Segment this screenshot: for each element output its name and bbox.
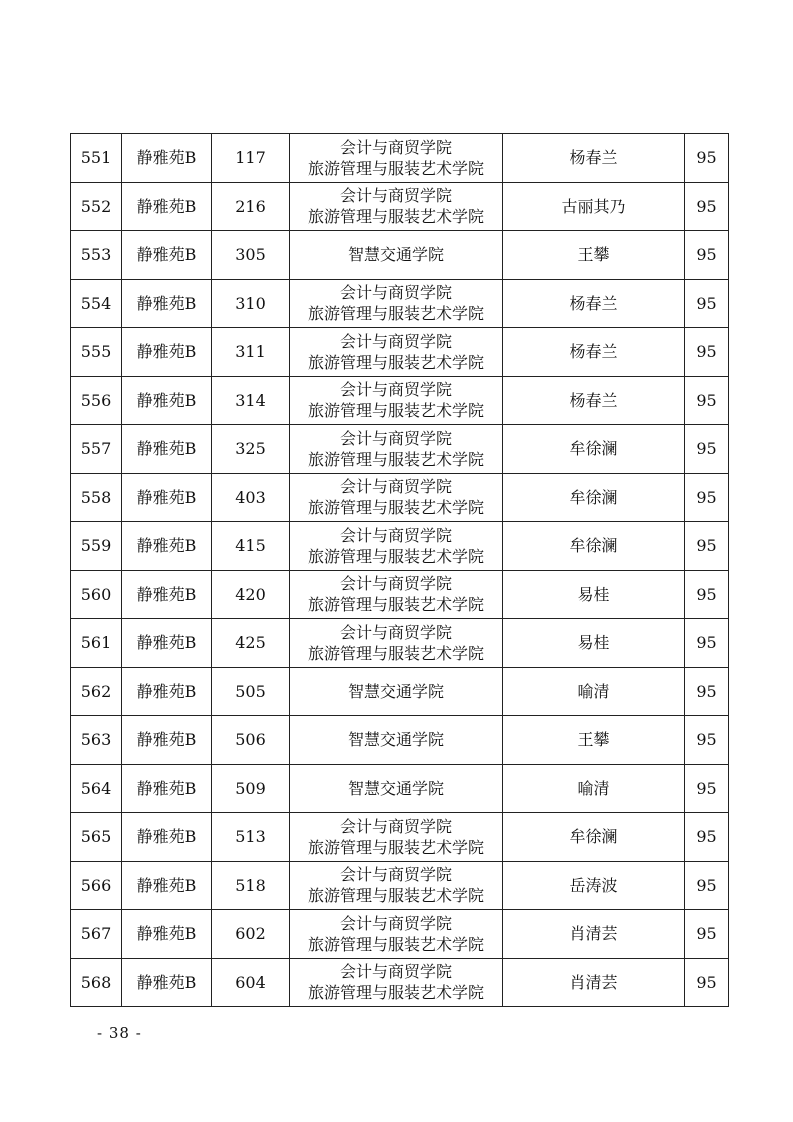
room-cell: 506 bbox=[212, 716, 290, 765]
teacher-cell: 杨春兰 bbox=[503, 134, 685, 183]
college-name: 旅游管理与服装艺术学院 bbox=[307, 595, 484, 615]
table-row bbox=[71, 376, 729, 425]
building-cell: 静雅苑B bbox=[122, 376, 212, 425]
college-name: 会计与商贸学院 bbox=[339, 283, 452, 303]
score-cell: 95 bbox=[685, 910, 729, 959]
row-number-cell: 565 bbox=[71, 813, 122, 862]
table-row bbox=[71, 425, 729, 474]
college-name: 旅游管理与服装艺术学院 bbox=[307, 934, 484, 954]
room-cell: 420 bbox=[212, 570, 290, 619]
college-name: 会计与商贸学院 bbox=[339, 477, 452, 497]
room-cell: 509 bbox=[212, 764, 290, 813]
table-row bbox=[71, 231, 729, 280]
college-cell bbox=[290, 764, 503, 813]
college-cell bbox=[290, 279, 503, 328]
college-cell bbox=[290, 667, 503, 716]
row-number-cell: 561 bbox=[71, 619, 122, 668]
building-cell: 静雅苑B bbox=[122, 522, 212, 571]
building-cell: 静雅苑B bbox=[122, 231, 212, 280]
college-name: 智慧交通学院 bbox=[347, 730, 444, 750]
score-cell: 95 bbox=[685, 182, 729, 231]
college-name: 旅游管理与服装艺术学院 bbox=[307, 983, 484, 1003]
building-cell: 静雅苑B bbox=[122, 716, 212, 765]
row-number-cell: 560 bbox=[71, 570, 122, 619]
room-cell: 518 bbox=[212, 861, 290, 910]
college-name: 会计与商贸学院 bbox=[339, 380, 452, 400]
table-row bbox=[71, 910, 729, 959]
row-number-cell: 562 bbox=[71, 667, 122, 716]
score-cell: 95 bbox=[685, 231, 729, 280]
row-number-cell: 553 bbox=[71, 231, 122, 280]
college-name: 旅游管理与服装艺术学院 bbox=[307, 304, 484, 324]
college-cell bbox=[290, 376, 503, 425]
room-cell: 305 bbox=[212, 231, 290, 280]
teacher-cell: 王攀 bbox=[503, 716, 685, 765]
college-name: 智慧交通学院 bbox=[347, 245, 444, 265]
teacher-cell: 牟徐澜 bbox=[503, 522, 685, 571]
room-cell: 505 bbox=[212, 667, 290, 716]
building-cell: 静雅苑B bbox=[122, 619, 212, 668]
table-row bbox=[71, 958, 729, 1007]
row-number-cell: 563 bbox=[71, 716, 122, 765]
building-cell: 静雅苑B bbox=[122, 910, 212, 959]
building-cell: 静雅苑B bbox=[122, 473, 212, 522]
row-number-cell: 557 bbox=[71, 425, 122, 474]
table-body bbox=[71, 134, 729, 1007]
college-name: 智慧交通学院 bbox=[347, 681, 444, 701]
college-name: 旅游管理与服装艺术学院 bbox=[307, 546, 484, 566]
teacher-cell: 岳涛波 bbox=[503, 861, 685, 910]
college-cell bbox=[290, 522, 503, 571]
building-cell: 静雅苑B bbox=[122, 425, 212, 474]
room-cell: 117 bbox=[212, 134, 290, 183]
college-name: 会计与商贸学院 bbox=[339, 525, 452, 545]
score-cell: 95 bbox=[685, 716, 729, 765]
table-row bbox=[71, 570, 729, 619]
room-cell: 403 bbox=[212, 473, 290, 522]
teacher-cell: 易桂 bbox=[503, 570, 685, 619]
teacher-cell: 杨春兰 bbox=[503, 376, 685, 425]
college-name: 会计与商贸学院 bbox=[339, 428, 452, 448]
college-name: 旅游管理与服装艺术学院 bbox=[307, 158, 484, 178]
row-number-cell: 568 bbox=[71, 958, 122, 1007]
table-row bbox=[71, 619, 729, 668]
college-cell bbox=[290, 425, 503, 474]
table-row bbox=[71, 522, 729, 571]
building-cell: 静雅苑B bbox=[122, 958, 212, 1007]
college-cell bbox=[290, 958, 503, 1007]
building-cell: 静雅苑B bbox=[122, 134, 212, 183]
table-row bbox=[71, 134, 729, 183]
college-name: 会计与商贸学院 bbox=[339, 962, 452, 982]
college-name: 旅游管理与服装艺术学院 bbox=[307, 207, 484, 227]
score-cell: 95 bbox=[685, 813, 729, 862]
college-name: 会计与商贸学院 bbox=[339, 137, 452, 157]
room-cell: 310 bbox=[212, 279, 290, 328]
college-name: 会计与商贸学院 bbox=[339, 865, 452, 885]
room-cell: 602 bbox=[212, 910, 290, 959]
dorm-score-table bbox=[70, 133, 729, 1007]
college-cell bbox=[290, 182, 503, 231]
college-name: 会计与商贸学院 bbox=[339, 816, 452, 836]
score-cell: 95 bbox=[685, 861, 729, 910]
row-number-cell: 555 bbox=[71, 328, 122, 377]
score-cell: 95 bbox=[685, 134, 729, 183]
row-number-cell: 558 bbox=[71, 473, 122, 522]
room-cell: 325 bbox=[212, 425, 290, 474]
college-cell bbox=[290, 231, 503, 280]
building-cell: 静雅苑B bbox=[122, 328, 212, 377]
score-cell: 95 bbox=[685, 473, 729, 522]
college-cell bbox=[290, 910, 503, 959]
teacher-cell: 肖清芸 bbox=[503, 958, 685, 1007]
room-cell: 513 bbox=[212, 813, 290, 862]
score-cell: 95 bbox=[685, 958, 729, 1007]
row-number-cell: 554 bbox=[71, 279, 122, 328]
score-cell: 95 bbox=[685, 425, 729, 474]
score-cell: 95 bbox=[685, 522, 729, 571]
teacher-cell: 牟徐澜 bbox=[503, 813, 685, 862]
college-cell bbox=[290, 570, 503, 619]
college-name: 旅游管理与服装艺术学院 bbox=[307, 837, 484, 857]
score-cell: 95 bbox=[685, 328, 729, 377]
room-cell: 425 bbox=[212, 619, 290, 668]
college-cell bbox=[290, 861, 503, 910]
table-row bbox=[71, 328, 729, 377]
teacher-cell: 易桂 bbox=[503, 619, 685, 668]
table-row bbox=[71, 279, 729, 328]
table-row bbox=[71, 813, 729, 862]
score-cell: 95 bbox=[685, 376, 729, 425]
table-row bbox=[71, 667, 729, 716]
college-name: 旅游管理与服装艺术学院 bbox=[307, 449, 484, 469]
college-name: 智慧交通学院 bbox=[347, 778, 444, 798]
college-name: 旅游管理与服装艺术学院 bbox=[307, 886, 484, 906]
building-cell: 静雅苑B bbox=[122, 813, 212, 862]
building-cell: 静雅苑B bbox=[122, 861, 212, 910]
teacher-cell: 杨春兰 bbox=[503, 328, 685, 377]
score-cell: 95 bbox=[685, 570, 729, 619]
building-cell: 静雅苑B bbox=[122, 667, 212, 716]
score-cell: 95 bbox=[685, 619, 729, 668]
building-cell: 静雅苑B bbox=[122, 570, 212, 619]
college-cell bbox=[290, 328, 503, 377]
page-number: - 38 - bbox=[97, 1024, 142, 1042]
table-row bbox=[71, 473, 729, 522]
table-row bbox=[71, 764, 729, 813]
score-cell: 95 bbox=[685, 667, 729, 716]
teacher-cell: 喻清 bbox=[503, 764, 685, 813]
teacher-cell: 牟徐澜 bbox=[503, 473, 685, 522]
college-cell bbox=[290, 473, 503, 522]
building-cell: 静雅苑B bbox=[122, 182, 212, 231]
room-cell: 415 bbox=[212, 522, 290, 571]
table-row bbox=[71, 716, 729, 765]
college-cell bbox=[290, 716, 503, 765]
row-number-cell: 567 bbox=[71, 910, 122, 959]
teacher-cell: 杨春兰 bbox=[503, 279, 685, 328]
building-cell: 静雅苑B bbox=[122, 764, 212, 813]
row-number-cell: 551 bbox=[71, 134, 122, 183]
room-cell: 216 bbox=[212, 182, 290, 231]
teacher-cell: 肖清芸 bbox=[503, 910, 685, 959]
college-name: 会计与商贸学院 bbox=[339, 186, 452, 206]
score-cell: 95 bbox=[685, 279, 729, 328]
row-number-cell: 552 bbox=[71, 182, 122, 231]
college-name: 旅游管理与服装艺术学院 bbox=[307, 401, 484, 421]
building-cell: 静雅苑B bbox=[122, 279, 212, 328]
teacher-cell: 王攀 bbox=[503, 231, 685, 280]
table-row bbox=[71, 861, 729, 910]
college-cell bbox=[290, 813, 503, 862]
college-name: 旅游管理与服装艺术学院 bbox=[307, 643, 484, 663]
college-cell bbox=[290, 134, 503, 183]
college-name: 会计与商贸学院 bbox=[339, 331, 452, 351]
college-cell bbox=[290, 619, 503, 668]
row-number-cell: 566 bbox=[71, 861, 122, 910]
college-name: 会计与商贸学院 bbox=[339, 574, 452, 594]
score-cell: 95 bbox=[685, 764, 729, 813]
row-number-cell: 559 bbox=[71, 522, 122, 571]
room-cell: 314 bbox=[212, 376, 290, 425]
table-row bbox=[71, 182, 729, 231]
row-number-cell: 564 bbox=[71, 764, 122, 813]
teacher-cell: 喻清 bbox=[503, 667, 685, 716]
room-cell: 311 bbox=[212, 328, 290, 377]
college-name: 旅游管理与服装艺术学院 bbox=[307, 498, 484, 518]
college-name: 旅游管理与服装艺术学院 bbox=[307, 352, 484, 372]
college-name: 会计与商贸学院 bbox=[339, 622, 452, 642]
teacher-cell: 古丽其乃 bbox=[503, 182, 685, 231]
room-cell: 604 bbox=[212, 958, 290, 1007]
college-name: 会计与商贸学院 bbox=[339, 913, 452, 933]
teacher-cell: 牟徐澜 bbox=[503, 425, 685, 474]
row-number-cell: 556 bbox=[71, 376, 122, 425]
